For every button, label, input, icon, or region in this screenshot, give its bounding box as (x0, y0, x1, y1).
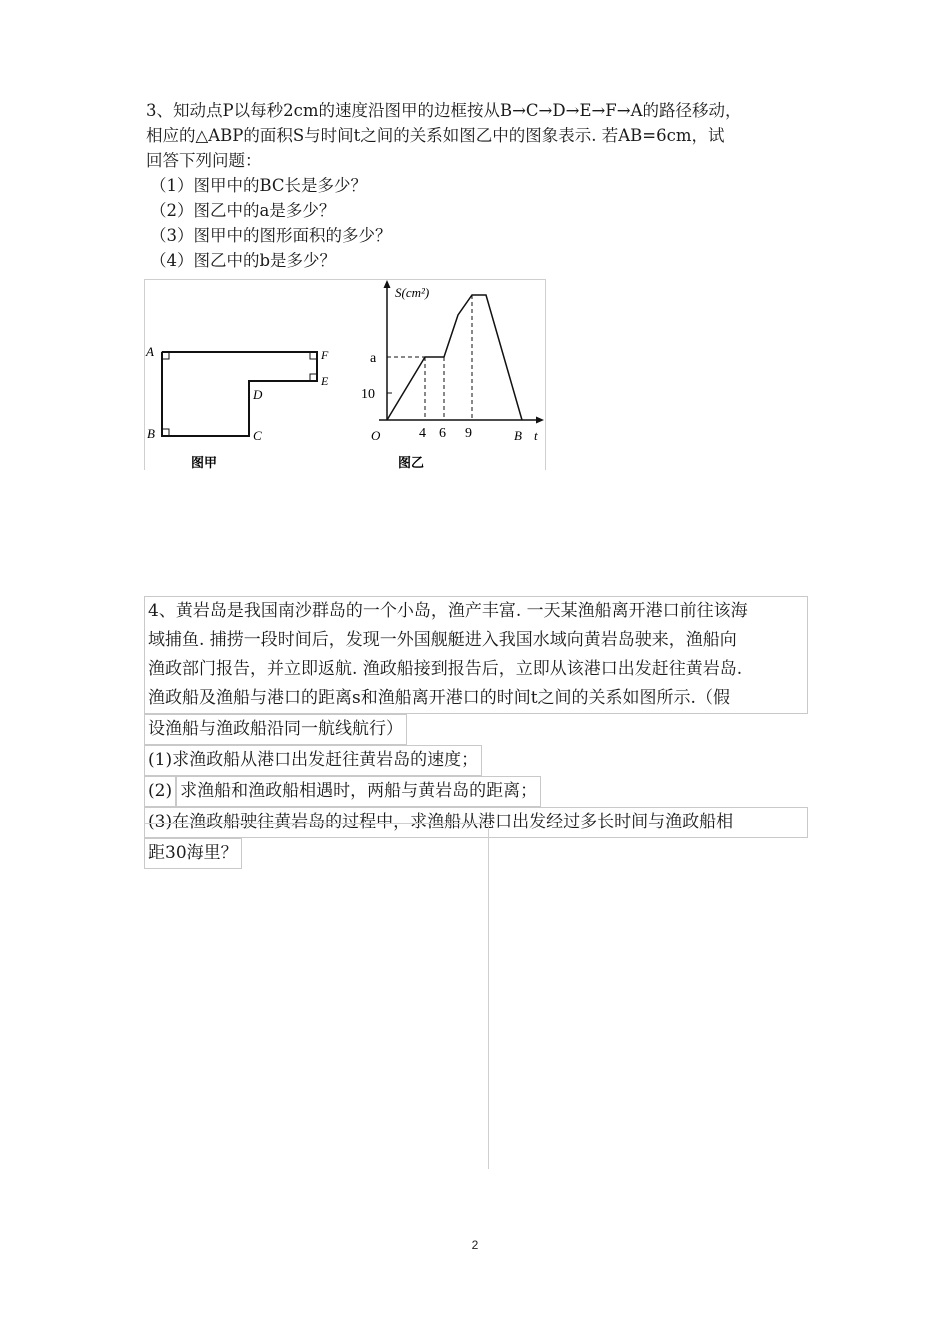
page-number: 2 (471, 1238, 479, 1252)
q3-sub-1: （1）图甲中的BC长是多少？ (150, 176, 368, 195)
right-angle-mark-f (310, 352, 317, 359)
vertex-label-f: F (321, 348, 329, 362)
figure-jia-shape (162, 352, 317, 436)
x-axis-label: t (534, 428, 538, 443)
answer-area (144, 823, 489, 1169)
q4-intro-tail: 设渔船与渔政船沿同一航线航行） (144, 714, 407, 745)
q4-sub-3-line-2: 距30海里？ (144, 838, 242, 869)
q4-sub-1: (1)求渔政船从港口出发赶往黄岩岛的速度； (144, 745, 482, 776)
x-tick-6: 6 (439, 426, 446, 441)
vertex-label-c: C (253, 428, 262, 443)
y-axis-arrow (384, 280, 391, 288)
x-tick-b: B (514, 428, 522, 443)
y-tick-10: 10 (361, 387, 375, 402)
x-axis-arrow (536, 417, 544, 424)
y-tick-a: a (370, 351, 377, 366)
vertex-label-e: E (321, 374, 329, 388)
figure-yi-caption: 图乙 (398, 455, 425, 470)
question-3 (146, 98, 816, 273)
q4-intro-box (144, 596, 808, 714)
y-axis-label: S(cm²) (395, 285, 430, 300)
right-angle-mark-b (162, 429, 169, 436)
q4-sub-3-line-1: (3)在渔政船驶往黄岩岛的过程中，求渔船从港口出发经过多长时间与渔政船相 (148, 812, 734, 832)
x-tick-4: 4 (419, 426, 426, 441)
q4-sub-2-number: (2) (144, 776, 176, 807)
q4-line-3: 渔政部门报告，并立即返航. 渔政船接到报告后，立即从该港口出发赶往黄岩岛. (148, 659, 743, 679)
vertex-label-b: B (147, 426, 155, 441)
question-3-figures (144, 279, 546, 470)
q3-line-3: 回答下列问题： (146, 151, 262, 170)
figures-svg (145, 280, 545, 470)
right-angle-mark-e (310, 374, 317, 381)
vertex-label-a: A (146, 344, 154, 359)
origin-label: O (371, 428, 381, 443)
figure-jia-caption: 图甲 (191, 455, 218, 470)
q4-line-1: 4、黄岩岛是我国南沙群岛的一个小岛，渔产丰富. 一天某渔船离开港口前往该海 (148, 601, 748, 621)
vertex-label-d: D (253, 387, 263, 402)
q3-sub-2: （2）图乙中的a是多少？ (150, 201, 336, 220)
x-tick-9: 9 (465, 426, 472, 441)
q3-sub-4: （4）图乙中的b是多少？ (150, 251, 337, 270)
q4-line-2: 域捕鱼. 捕捞一段时间后，发现一外国舰艇进入我国水域向黄岩岛驶来，渔船向 (148, 630, 737, 650)
q4-line-4: 渔政船及渔船与港口的距离s和渔船离开港口的时间t之间的关系如图所示.（假 (148, 688, 730, 708)
q3-line-1: 3、知动点P以每秒2cm的速度沿图甲的边框按从B→C→D→E→F→A的路径移动， (146, 101, 742, 120)
q4-sub-2-text: 求渔船和渔政船相遇时，两船与黄岩岛的距离； (176, 776, 541, 807)
q3-sub-3: （3）图甲中的图形面积的多少？ (150, 226, 392, 245)
right-angle-mark-a (162, 352, 169, 359)
graph-line (387, 295, 522, 420)
q3-line-2: 相应的△ABP的面积S与时间t之间的关系如图乙中的图象表示. 若AB=6cm，试 (146, 126, 725, 145)
